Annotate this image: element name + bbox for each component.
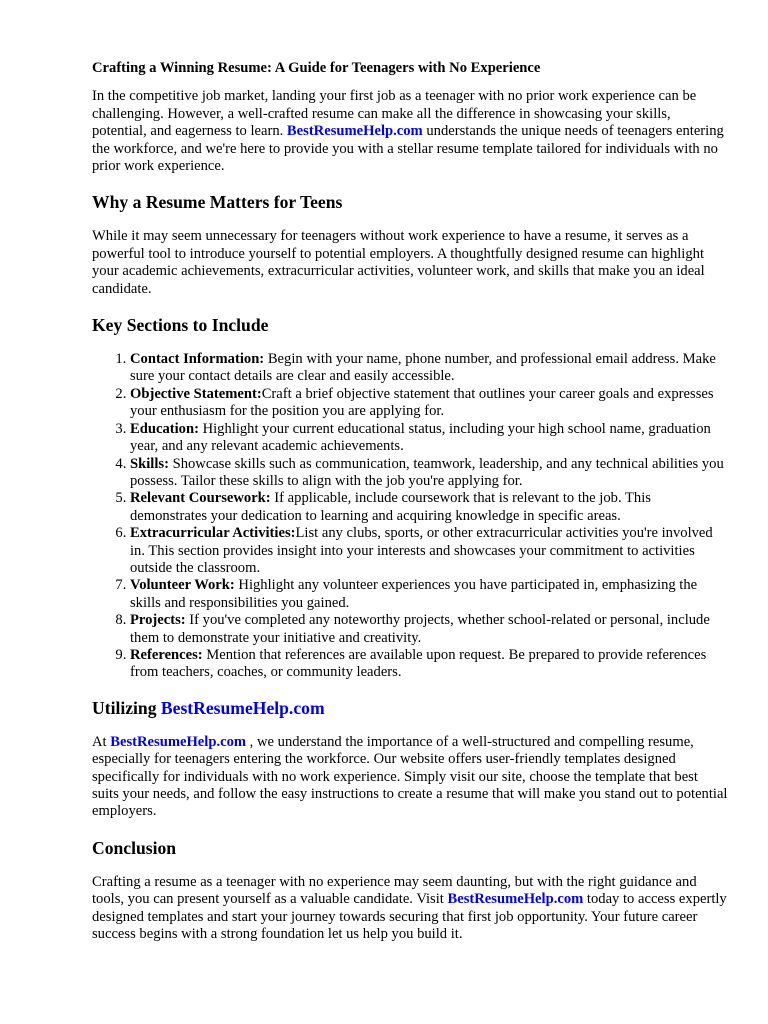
- utilizing-heading: [92, 698, 728, 719]
- document-page: [92, 60, 728, 960]
- why-paragraph: While it may seem unnecessary for teenagers without work experience to have a resume, it serves as a powerful tool to introduce yourself to potential employers. A thoughtfully designed resume can highlight your academic achievements, extracurricular activities, volunteer work, and skills that make you an ideal candidate.: [92, 228, 705, 297]
- document-title: Crafting a Winning Resume: A Guide for Teenagers with No Experience: [92, 60, 541, 76]
- key-sections-list: [92, 351, 728, 682]
- list-item: [130, 612, 728, 647]
- list-item: [130, 456, 728, 491]
- list-item-text: If applicable, include coursework that is relevant to the job. This demonstrates your dedication to learning and acquiring knowledge in specific areas.: [130, 490, 651, 524]
- key-sections-heading: Key Sections to Include: [92, 315, 269, 336]
- utilizing-text-start: At: [92, 733, 111, 750]
- list-item-text: Showcase skills such as communication, teamwork, leadership, and any technical abilities you possess. Tailor these skills to align with the job you're applying for.: [130, 455, 724, 489]
- list-item-label: Relevant Coursework:: [130, 490, 271, 507]
- intro-paragraph: [92, 88, 728, 175]
- why-heading: Why a Resume Matters for Teens: [92, 192, 343, 213]
- list-item: [130, 351, 728, 386]
- list-item: [130, 525, 728, 577]
- list-item-label: Contact Information:: [130, 351, 265, 368]
- list-item-text: Mention that references are available upon request. Be prepared to provide references from teachers, coaches, or community leaders.: [130, 646, 707, 681]
- list-item: [130, 490, 728, 525]
- list-item-text: Begin with your name, phone number, and professional email address. Make sure your contact details are clear and easily accessible.: [130, 351, 716, 385]
- list-item: [130, 647, 728, 682]
- list-item: [130, 386, 728, 421]
- list-item-label: Skills:: [130, 455, 169, 472]
- list-item-label: Volunteer Work:: [130, 577, 235, 594]
- intro-text-end: understands the unique needs of teenagers entering the workforce, and we're here to provide you with a stellar resume template tailored for individuals with no prior work experience.: [92, 123, 724, 175]
- conclusion-text-start: Crafting a resume as a teenager with no experience may seem daunting, but with the right guidance and tools, you can present yourself as a valuable candidate. Visit: [92, 873, 697, 908]
- list-item: [130, 421, 728, 456]
- utilizing-text-end: , we understand the importance of a well-structured and compelling resume, especially for teenagers entering the workforce. Our website offers user-friendly templates designed specifically for individuals with no work experience. Simply visit our site, choose the template that best suits your needs, and follow the easy instructions to create a resume that will make you stand out to potential employers.: [92, 733, 728, 820]
- list-item: [130, 577, 728, 612]
- site-link[interactable]: BestResumeHelp.com: [286, 123, 423, 140]
- list-item-label: Extracurricular Activities:: [130, 525, 296, 542]
- list-item-label: References:: [130, 646, 203, 663]
- conclusion-text-end: today to access expertly designed templates and start your journey towards securing that first job opportunity. Your future career success begins with a strong foundation let us help you build it.: [92, 891, 727, 943]
- site-link[interactable]: BestResumeHelp.com: [110, 733, 247, 750]
- list-item-text: Highlight your current educational status, including your high school name, graduation year, and any relevant academic achievements.: [130, 420, 711, 455]
- intro-text-start: In the competitive job market, landing your first job as a teenager with no prior work experience can be challenging. However, a well-crafted resume can make all the difference in showcasing your skills, potential, and eagerness to learn.: [92, 88, 697, 140]
- list-item-text: If you've completed any noteworthy projects, whether school-related or personal, include them to demonstrate your initiative and creativity.: [130, 612, 710, 646]
- conclusion-heading: Conclusion: [92, 837, 177, 858]
- utilizing-heading-prefix: Utilizing: [92, 697, 161, 718]
- list-item-text: Highlight any volunteer experiences you have participated in, emphasizing the skills and responsibilities you gained.: [130, 577, 698, 611]
- site-link[interactable]: BestResumeHelp.com: [160, 697, 325, 718]
- conclusion-paragraph: [92, 874, 728, 944]
- list-item-text: Craft a brief objective statement that outlines your career goals and expresses your enthusiasm for the position you are applying for.: [130, 385, 714, 420]
- list-item-label: Objective Statement:: [130, 385, 262, 402]
- site-link[interactable]: BestResumeHelp.com: [447, 891, 584, 908]
- list-item-label: Projects:: [130, 612, 186, 629]
- list-item-label: Education:: [130, 420, 199, 437]
- list-item-text: List any clubs, sports, or other extracurricular activities you're involved in. This section provides insight into your interests and showcases your commitment to activities outside the classroom.: [130, 525, 713, 576]
- utilizing-paragraph: [92, 734, 728, 821]
